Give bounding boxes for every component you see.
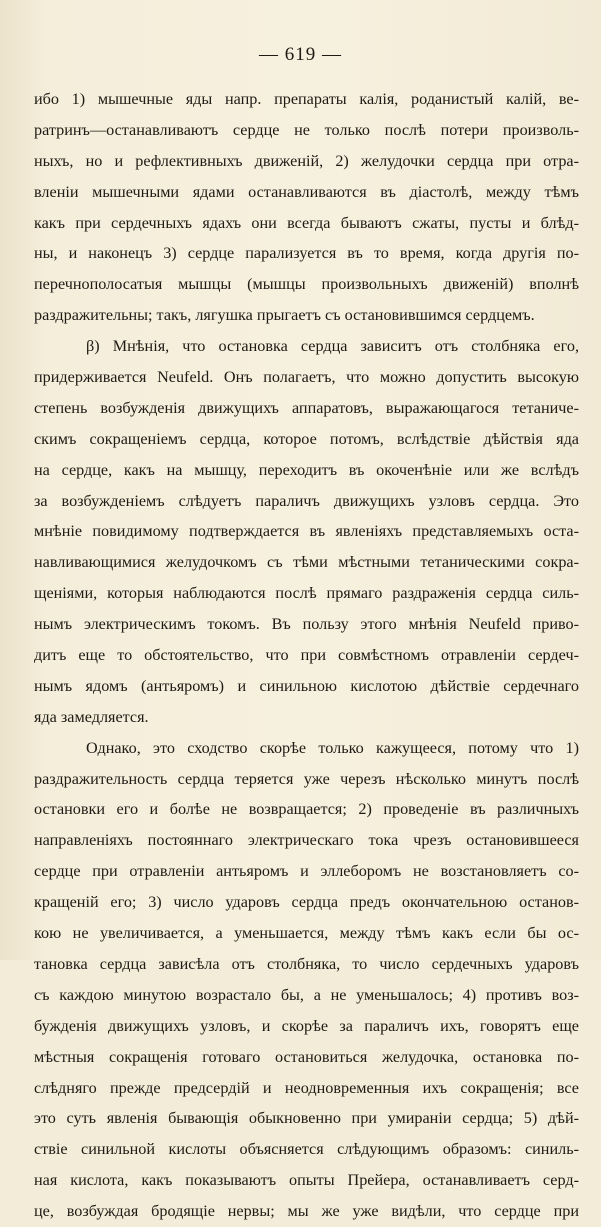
text-line: ибо 1) мышечные яды напр. препараты калія, роданистый калій, ве- — [34, 90, 579, 108]
text-line: мѣстныя сокращенія готоваго остановиться желудочка, остановка по- — [34, 1047, 579, 1066]
text-line: скимъ сокращеніемъ сердца, которое потомъ, вслѣдствіе дѣйствія яда — [34, 429, 579, 448]
text-line: це, возбуждая бродящіе нервы; мы же уже видѣли, что сердце при — [34, 1202, 579, 1221]
text-line: на сердце, какъ на мышцу, переходитъ въ окоченѣніе или же вслѣдъ — [34, 460, 579, 479]
text-line: направленіяхъ постояннаго электрическаго тока чрезъ остановившееся — [34, 831, 579, 850]
text-line: нымъ ядомъ (антьяромъ) и синильною кислотою дѣйствіе сердечнаго — [34, 676, 579, 695]
text-line: β) Мнѣнія, что остановка сердца зависитъ отъ столбняка его, — [86, 337, 579, 356]
text-line: за возбужденіемъ слѣдуетъ параличъ движущихъ узловъ сердца. Это — [34, 491, 579, 510]
text-line: бужденія движущихъ узловъ, и скорѣе за параличъ ихъ, говорятъ еще — [34, 1016, 579, 1035]
text-line: это суть явленія бывающія обыкновенно при умираніи сердца; 5) дѣй- — [34, 1109, 579, 1128]
text-line: перечнополосатыя мышцы (мышцы произвольныхъ движеній) вполнѣ — [34, 275, 579, 294]
body-text — [34, 84, 579, 1227]
text-line: ныхъ, но и рефлективныхъ движеній, 2) желудочки сердца при отра- — [34, 151, 579, 170]
text-line: слѣдняго прежде предсердій и неодновременныя ихъ сокращенія; все — [34, 1078, 579, 1097]
text-line: мнѣніе повидимому подтверждается въ явленіяхъ представляемыхъ оста- — [34, 522, 579, 541]
text-line: ны, и наконецъ 3) сердце парализуется въ то время, когда другія по- — [34, 244, 579, 263]
text-line: кою не увеличивается, а уменьшается, между тѣмъ какъ если бы ос- — [34, 924, 579, 943]
text-line: сердце при отравленіи антьяромъ и эллеборомъ не возстановляетъ со- — [34, 862, 579, 881]
text-line: ная кислота, какъ показываютъ опыты Прейера, останавливаетъ серд- — [34, 1171, 579, 1190]
text-line: яда замедляется. — [34, 707, 149, 726]
text-line: кращеній его; 3) число ударовъ сердца предъ окончательною останов- — [34, 893, 579, 912]
text-line: раздражительность сердца теряется уже черезъ нѣсколько минутъ послѣ — [34, 769, 579, 788]
page-number: — 619 — — [259, 44, 342, 65]
text-line: тановка сердца зависѣла отъ столбняка, то число сердечныхъ ударовъ — [34, 954, 579, 973]
text-line: остановки его и болѣе не возвращается; 2) проведеніе въ различныхъ — [34, 800, 579, 819]
text-line: степень возбужденія движущихъ аппаратовъ, выражающагося тетаниче- — [34, 398, 579, 417]
text-line: щеніями, которыя наблюдаются послѣ прямаго раздраженія сердца силь- — [34, 584, 579, 603]
text-line: раздражительны; такъ, лягушка прыгаетъ съ остановившимся сердцемъ. — [34, 306, 535, 325]
text-line: Однако, это сходство скорѣе только кажущееся, потому что 1) — [86, 738, 579, 757]
text-line: придерживается Neufeld. Онъ полагаетъ, что можно допустить высокую — [34, 368, 579, 387]
text-line: ратринъ—останавливаютъ сердце не только послѣ потери произволь- — [34, 120, 579, 139]
text-line: съ каждою минутою возрастало бы, а не уменьшалось; 4) противъ воз- — [34, 985, 579, 1004]
text-line: дитъ еще то обстоятельство, что при совмѣстномъ отравленіи сердеч- — [34, 646, 579, 665]
text-line: ствіе синильной кислоты объясняется слѣдующимъ образомъ: синиль- — [34, 1140, 579, 1159]
text-line: навливающимися желудочкомъ съ тѣми мѣстными тетаническими сокра- — [34, 553, 579, 572]
text-line: вленіи мышечными ядами останавливаются въ діастолѣ, между тѣмъ — [34, 182, 579, 201]
text-line: нымъ электрическимъ токомъ. Въ пользу этого мнѣнія Neufeld приво- — [34, 615, 579, 634]
text-line: какъ при сердечныхъ ядахъ они всегда бываютъ сжаты, пусты и блѣд- — [34, 213, 579, 232]
